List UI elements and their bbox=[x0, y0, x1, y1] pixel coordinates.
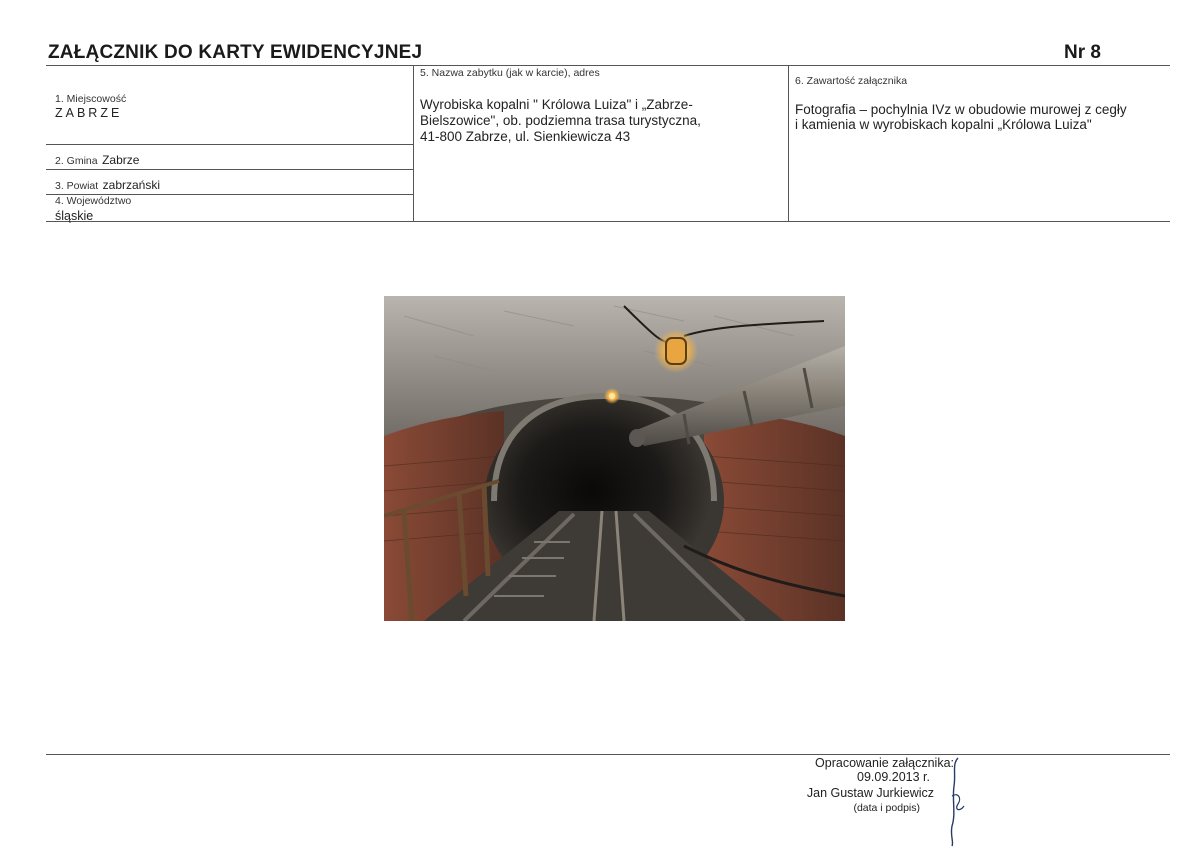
wojewodztwo-label: 4. Województwo bbox=[55, 195, 132, 207]
miejscowosc-label: 1. Miejscowość bbox=[55, 93, 127, 105]
header-rule bbox=[46, 65, 1170, 66]
sign-note: (data i podpis) bbox=[853, 802, 920, 814]
powiat-label: 3. Powiat bbox=[55, 180, 99, 192]
zawartosc-label: 6. Zawartość załącznika bbox=[795, 75, 908, 87]
mine-tunnel-photo-icon bbox=[384, 296, 845, 621]
row-rule-1 bbox=[46, 144, 413, 145]
handwritten-signature-icon bbox=[940, 756, 970, 848]
prepared-author: Jan Gustaw Jurkiewicz bbox=[806, 786, 934, 800]
powiat-row bbox=[55, 176, 160, 194]
column-divider-1 bbox=[413, 65, 414, 222]
nazwa-line-3: 41-800 Zabrze, ul. Sienkiewicza 43 bbox=[420, 129, 631, 144]
nazwa-line-1: Wyrobiska kopalni " Królowa Luiza" i „Zabrze- bbox=[420, 97, 693, 112]
powiat-value: zabrzański bbox=[102, 178, 161, 192]
nazwa-label: 5. Nazwa zabytku (jak w karcie), adres bbox=[420, 67, 600, 79]
table-bottom-rule bbox=[46, 221, 1170, 222]
wojewodztwo-value: śląskie bbox=[55, 209, 94, 223]
gmina-row bbox=[55, 151, 139, 169]
document-title: ZAŁĄCZNIK DO KARTY EWIDENCYJNEJ bbox=[48, 42, 423, 63]
column-divider-2 bbox=[788, 65, 789, 222]
footer-rule bbox=[46, 754, 1170, 755]
nazwa-line-2: Bielszowice", ob. podziemna trasa turystyczna, bbox=[420, 113, 701, 128]
attachment-number: Nr 8 bbox=[1064, 42, 1101, 63]
mine-tunnel-photo bbox=[384, 296, 845, 621]
gmina-label: 2. Gmina bbox=[55, 155, 98, 167]
prepared-label: Opracowanie załącznika: bbox=[815, 756, 954, 770]
zawartosc-line-2: i kamienia w wyrobiskach kopalni „Królowa Luiza" bbox=[795, 117, 1092, 132]
prepared-date: 09.09.2013 r. bbox=[857, 770, 930, 784]
gmina-value: Zabrze bbox=[102, 153, 140, 167]
zawartosc-line-1: Fotografia – pochylnia IVz w obudowie murowej z cegły bbox=[795, 102, 1127, 117]
miejscowosc-value: ZABRZE bbox=[55, 106, 123, 120]
row-rule-2 bbox=[46, 169, 413, 170]
